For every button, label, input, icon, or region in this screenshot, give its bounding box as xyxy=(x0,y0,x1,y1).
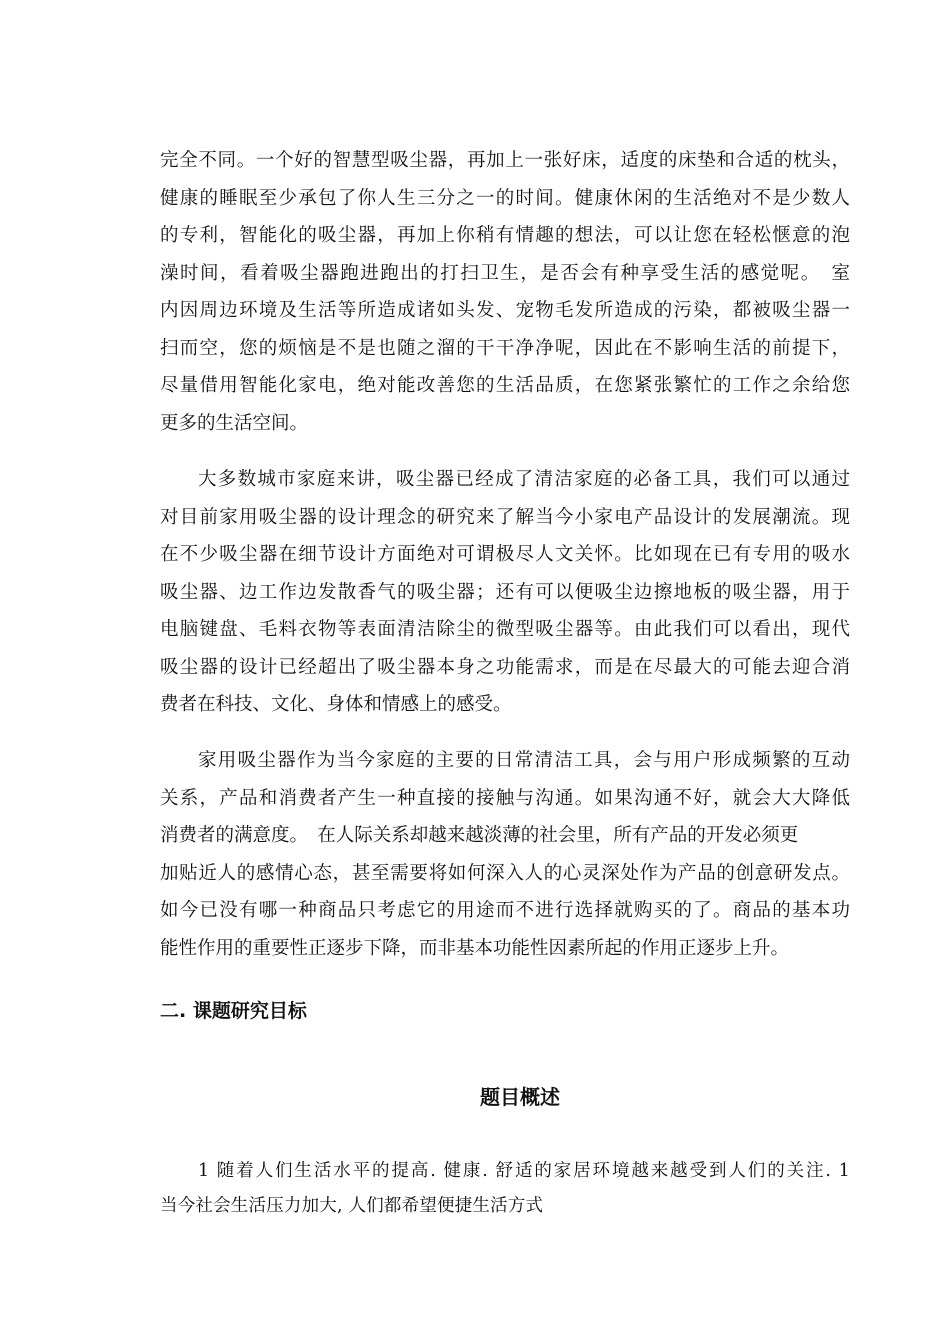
section-heading: 二. 课题研究目标 xyxy=(160,1000,307,1022)
paragraph-2-line-4: 吸尘器、边工作边发散香气的吸尘器；还有可以便吸尘边擦地板的吸尘器，用于 xyxy=(160,582,850,603)
paragraph-1-line-3: 的专利，智能化的吸尘器，再加上你稍有情趣的想法，可以让您在轻松惬意的泡 xyxy=(160,225,850,246)
paragraph-1-line-8: 更多的生活空间。 xyxy=(160,413,309,434)
paragraph-2-line-2: 对目前家用吸尘器的设计理念的研究来了解当今小家电产品设计的发展潮流。现 xyxy=(160,507,850,528)
paragraph-1-line-7: 尽量借用智能化家电，绝对能改善您的生活品质，在您紧张繁忙的工作之余给您 xyxy=(160,375,850,396)
subtitle: 题目概述 xyxy=(480,1085,560,1109)
last-paragraph-line-1: 1 随着人们生活水平的提高. 健康. 舒适的家居环境越来越受到人们的关注. 1 xyxy=(198,1161,850,1181)
paragraph-2-line-3: 在不少吸尘器在细节设计方面绝对可谓极尽人文关怀。比如现在已有专用的吸水 xyxy=(160,544,850,565)
paragraph-3-line-5: 如今已没有哪一种商品只考虑它的用途而不进行选择就购买的了。商品的基本功 xyxy=(160,900,850,921)
last-paragraph-line-2: 当今社会生活压力加大, 人们都希望便捷生活方式 xyxy=(160,1196,544,1216)
paragraph-1-line-1: 完全不同。一个好的智慧型吸尘器，再加上一张好床，适度的床垫和合适的枕头， xyxy=(160,150,850,171)
paragraph-1-line-6: 扫而空，您的烦恼是不是也随之溜的干干净净呢，因此在不影响生活的前提下， xyxy=(160,338,850,359)
paragraph-2-line-5: 电脑键盘、毛料衣物等表面清洁除尘的微型吸尘器等。由此我们可以看出，现代 xyxy=(160,619,850,640)
paragraph-3-line-2: 关系，产品和消费者产生一种直接的接触与沟通。如果沟通不好，就会大大降低 xyxy=(160,788,850,809)
paragraph-3-line-4: 加贴近人的感情心态，甚至需要将如何深入人的心灵深处作为产品的创意研发点。 xyxy=(160,863,850,884)
paragraph-2-line-6: 吸尘器的设计已经超出了吸尘器本身之功能需求，而是在尽最大的可能去迎合消 xyxy=(160,657,850,678)
paragraph-1-line-2: 健康的睡眠至少承包了你人生三分之一的时间。健康休闲的生活绝对不是少数人 xyxy=(160,188,850,209)
paragraph-3-line-1: 家用吸尘器作为当今家庭的主要的日常清洁工具，会与用户形成频繁的互动 xyxy=(198,750,850,771)
paragraph-3-line-3: 消费者的满意度。 在人际关系却越来越淡薄的社会里，所有产品的开发必须更 xyxy=(160,825,799,846)
paragraph-1-line-5: 内因周边环境及生活等所造成诸如头发、宠物毛发所造成的污染，都被吸尘器一 xyxy=(160,300,850,321)
paragraph-2-line-1: 大多数城市家庭来讲，吸尘器已经成了清洁家庭的必备工具，我们可以通过 xyxy=(198,469,850,490)
paragraph-1-line-4: 澡时间，看着吸尘器跑进跑出的打扫卫生，是否会有种享受生活的感觉呢。 室 xyxy=(160,263,850,284)
paragraph-2-line-7: 费者在科技、文化、身体和情感上的感受。 xyxy=(160,694,512,715)
paragraph-3-line-6: 能性作用的重要性正逐步下降，而非基本功能性因素所起的作用正逐步上升。 xyxy=(160,938,790,959)
